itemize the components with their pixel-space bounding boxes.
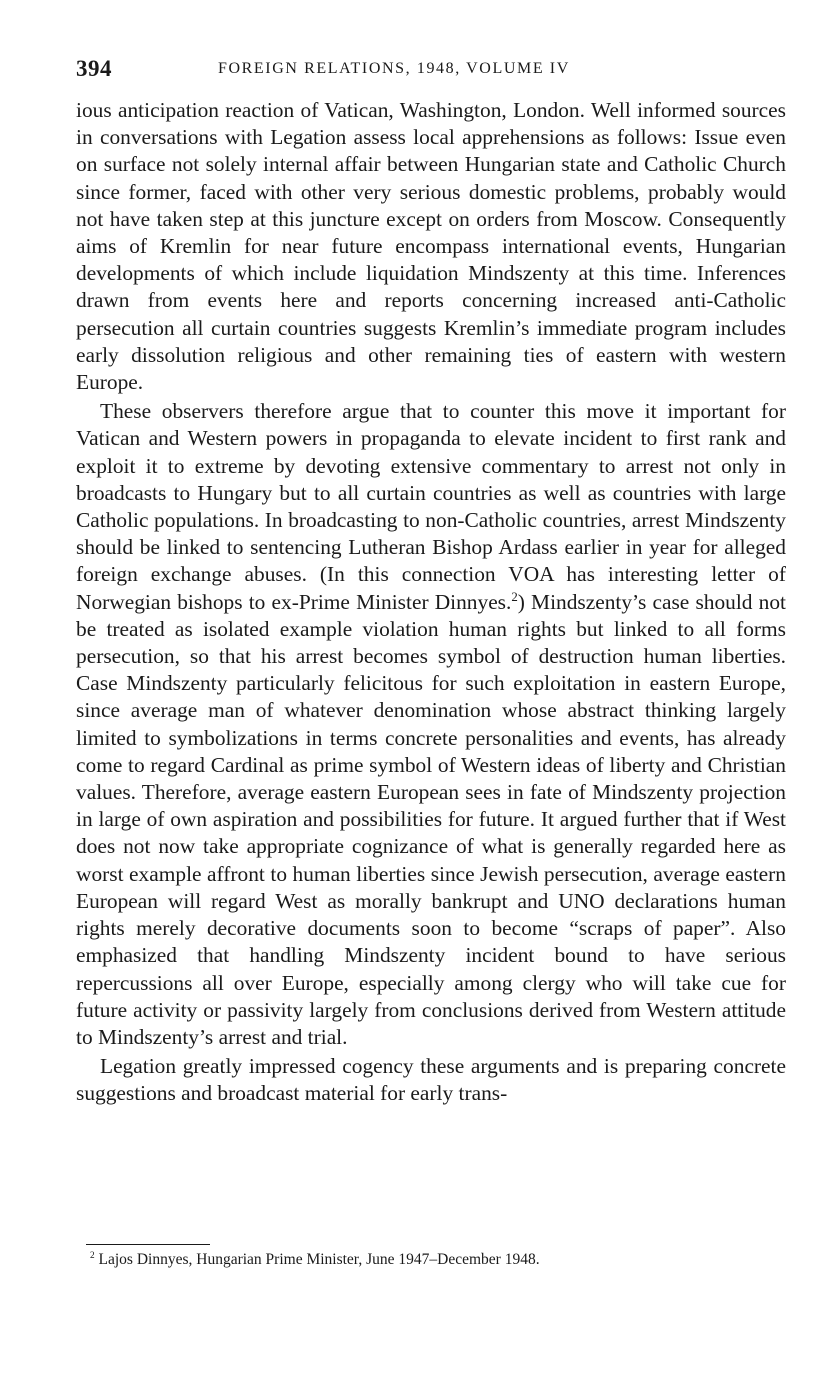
body-text — [76, 97, 786, 1108]
page-number: 394 — [76, 56, 112, 81]
footnote-reference: 2 — [511, 589, 518, 604]
paragraph-2-part-2: ) Mindszenty’s case should not be treated as isolated example violation human rights but linked to all forms persecution, so that his arrest becomes symbol of destruction human liberties. Case Mindszenty particularly felicitous for such exploitation in eastern Europe, since average man of whatever denomination whose abstract thinking largely limited to symbolizations in terms concrete personalities and events, has already come to regard Cardinal as prime symbol of Western ideas of liberty and Christian values. Therefore, average eastern European sees in fate of Mindszenty projection in large of own aspiration and possibilities for future. It argued further that if West does not now take appropriate cognizance of what is generally regarded here as worst example affront to human liberties since Jewish persecution, average eastern European will regard West as morally bankrupt and UNO declarations human rights merely decorative documents soon to become “scraps of paper”. Also emphasized that handling Mindszenty incident bound to have serious repercussions all over Europe, especially among clergy who will take cue for future activity or passivity largely from conclusions derived from Western attitude to Mindszenty’s arrest and trial. — [76, 589, 786, 1049]
footnote-marker: 2 — [90, 1250, 95, 1261]
footnote-divider — [86, 1244, 210, 1245]
paragraph-2-part-1: These observers therefore argue that to counter this move it important for Vatican and Western powers in propaganda to elevate incident to first rank and exploit it to extreme by devoting extensive commentary to arrest not only in broadcasts to Hungary but to all curtain countries as well as countries with large Catholic populations. In broadcasting to non-Catholic countries, arrest Mindszenty should be linked to sentencing Lutheran Bishop Ardass earlier in year for alleged foreign exchange abuses. (In this connection VOA has interesting letter of Norwegian bishops to ex-Prime Minister Dinnyes. — [76, 399, 786, 614]
paragraph-3: Legation greatly impressed cogency these arguments and is preparing concrete suggestions and broadcast material for early trans- — [76, 1054, 786, 1106]
paragraph-2 — [76, 398, 786, 1051]
footnote — [90, 1250, 790, 1270]
page-header — [76, 56, 786, 86]
running-head: FOREIGN RELATIONS, 1948, VOLUME IV — [218, 60, 570, 77]
paragraph-1: ious anticipation reaction of Vatican, Washington, London. Well informed sources in conversations with Legation assess local apprehensions as follows: Issue even on surface not solely internal affair between Hungarian state and Catholic Church since former, faced with other very serious domestic problems, probably would not have taken step at this juncture except on orders from Moscow. Consequently aims of Kremlin for near future encompass international events, Hungarian developments of which include liquidation Mindszenty at this time. Inferences drawn from events here and reports concerning increased anti-Catholic persecution all curtain countries suggests Kremlin’s immediate program includes early dissolution religious and other remaining ties of eastern with western Europe. — [76, 98, 786, 395]
footnote-text: Lajos Dinnyes, Hungarian Prime Minister, June 1947–December 1948. — [98, 1251, 540, 1268]
